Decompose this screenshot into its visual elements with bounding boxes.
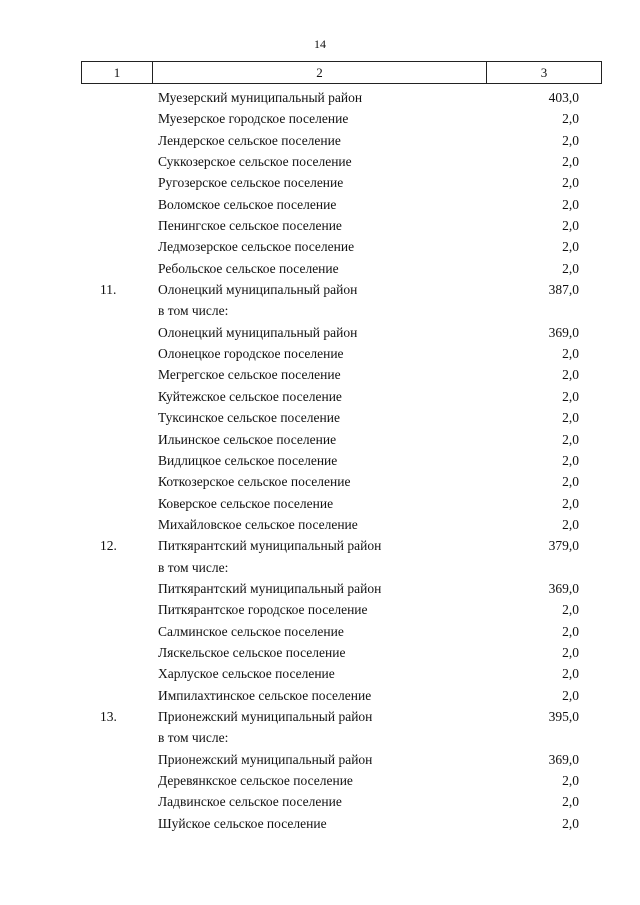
row-value: 2,0 — [562, 175, 579, 191]
column-header-3: 3 — [487, 62, 602, 84]
row-name: Ругозерское сельское поселение — [158, 175, 344, 191]
row-number: 13. — [100, 708, 117, 724]
row-name: Коверское сельское поселение — [158, 495, 334, 511]
table-row — [0, 236, 640, 257]
table-row — [0, 322, 640, 343]
table-row — [0, 578, 640, 599]
row-name: в том числе: — [158, 559, 229, 575]
table-row — [0, 279, 640, 300]
row-value: 2,0 — [562, 367, 579, 383]
table-row — [0, 450, 640, 471]
row-name: Ляскельское сельское поселение — [158, 644, 346, 660]
row-value: 2,0 — [562, 111, 579, 127]
row-name: Муезерское городское поселение — [158, 111, 349, 127]
row-name: Олонецкое городское поселение — [158, 346, 344, 362]
page-number: 14 — [314, 37, 326, 51]
table-row — [0, 258, 640, 279]
table-row — [0, 706, 640, 727]
row-name: Ледмозерское сельское поселение — [158, 239, 355, 255]
row-name: Муезерский муниципальный район — [158, 90, 363, 105]
table-header — [81, 61, 602, 84]
row-name: Куйтежское сельское поселение — [158, 388, 342, 404]
row-name: Мегрегское сельское поселение — [158, 367, 341, 383]
row-name: Питкярантский муниципальный район — [158, 580, 382, 596]
row-value: 369,0 — [548, 751, 579, 767]
table-row — [0, 130, 640, 151]
table-row — [0, 642, 640, 663]
row-value: 2,0 — [562, 815, 579, 831]
row-value: 2,0 — [562, 154, 579, 170]
row-name: Суккозерское сельское поселение — [158, 154, 352, 170]
row-value: 2,0 — [562, 388, 579, 404]
row-name: Питкярантский муниципальный район — [158, 538, 382, 554]
row-value: 2,0 — [562, 666, 579, 682]
table-row — [0, 471, 640, 492]
row-name: Туксинское сельское поселение — [158, 410, 340, 426]
row-name: Олонецкий муниципальный район — [158, 282, 358, 298]
table-row — [0, 770, 640, 791]
row-name: в том числе: — [158, 730, 229, 746]
row-value: 2,0 — [562, 410, 579, 426]
row-name: Салминское сельское поселение — [158, 623, 344, 639]
row-name: Михайловское сельское поселение — [158, 516, 358, 532]
table-row — [0, 813, 640, 834]
table-row — [0, 407, 640, 428]
row-name: Питкярантское городское поселение — [158, 602, 368, 618]
row-value: 2,0 — [562, 260, 579, 276]
row-name: Воломское сельское поселение — [158, 196, 337, 212]
column-header-1: 1 — [82, 62, 153, 84]
row-value: 379,0 — [548, 538, 579, 554]
row-name: Шуйское сельское поселение — [158, 815, 327, 831]
row-value: 2,0 — [562, 687, 579, 703]
table-header-row — [82, 62, 602, 84]
row-value: 2,0 — [562, 602, 579, 618]
row-value: 2,0 — [562, 452, 579, 468]
row-value: 369,0 — [548, 324, 579, 340]
row-name: в том числе: — [158, 303, 229, 319]
table-row — [0, 749, 640, 770]
table-row — [0, 685, 640, 706]
table-row — [0, 151, 640, 172]
table-row — [0, 663, 640, 684]
table-row — [0, 108, 640, 129]
row-value: 2,0 — [562, 239, 579, 255]
row-name: Ладвинское сельское поселение — [158, 794, 342, 810]
row-value: 2,0 — [562, 346, 579, 362]
table-row — [0, 87, 640, 108]
row-name: Коткозерское сельское поселение — [158, 474, 351, 490]
row-value: 2,0 — [562, 132, 579, 148]
row-name: Прионежский муниципальный район — [158, 708, 373, 724]
row-value: 387,0 — [548, 282, 579, 298]
row-value: 2,0 — [562, 196, 579, 212]
table-body — [0, 87, 640, 834]
row-value: 395,0 — [548, 708, 579, 724]
row-value: 2,0 — [562, 644, 579, 660]
table-row — [0, 343, 640, 364]
table-row — [0, 727, 640, 748]
row-name: Пенингское сельское поселение — [158, 218, 342, 234]
row-value: 2,0 — [562, 218, 579, 234]
row-value: 2,0 — [562, 516, 579, 532]
row-name: Олонецкий муниципальный район — [158, 324, 358, 340]
row-name: Лендерское сельское поселение — [158, 132, 341, 148]
table-row — [0, 172, 640, 193]
table-row — [0, 300, 640, 321]
row-value: 369,0 — [548, 580, 579, 596]
table-row — [0, 621, 640, 642]
table-row — [0, 364, 640, 385]
table-row — [0, 535, 640, 556]
row-name: Видлицкое сельское поселение — [158, 452, 338, 468]
table-row — [0, 599, 640, 620]
row-number: 11. — [100, 282, 117, 298]
table-row — [0, 493, 640, 514]
row-value: 2,0 — [562, 773, 579, 788]
table-row — [0, 514, 640, 535]
row-value: 403,0 — [548, 90, 579, 105]
row-name: Ребольское сельское поселение — [158, 260, 339, 276]
row-value: 2,0 — [562, 495, 579, 511]
table-row — [0, 194, 640, 215]
column-header-2: 2 — [153, 62, 487, 84]
row-name: Импилахтинское сельское поселение — [158, 687, 372, 703]
table-row — [0, 215, 640, 236]
row-number: 12. — [100, 538, 117, 554]
table-row — [0, 429, 640, 450]
table-row — [0, 791, 640, 812]
row-value: 2,0 — [562, 474, 579, 490]
row-value: 2,0 — [562, 431, 579, 447]
table-row — [0, 557, 640, 578]
row-value: 2,0 — [562, 623, 579, 639]
row-name: Харлуское сельское поселение — [158, 666, 335, 682]
row-name: Прионежский муниципальный район — [158, 751, 373, 767]
row-name: Деревянкское сельское поселение — [158, 773, 353, 788]
table-row — [0, 386, 640, 407]
row-value: 2,0 — [562, 794, 579, 810]
row-name: Ильинское сельское поселение — [158, 431, 337, 447]
